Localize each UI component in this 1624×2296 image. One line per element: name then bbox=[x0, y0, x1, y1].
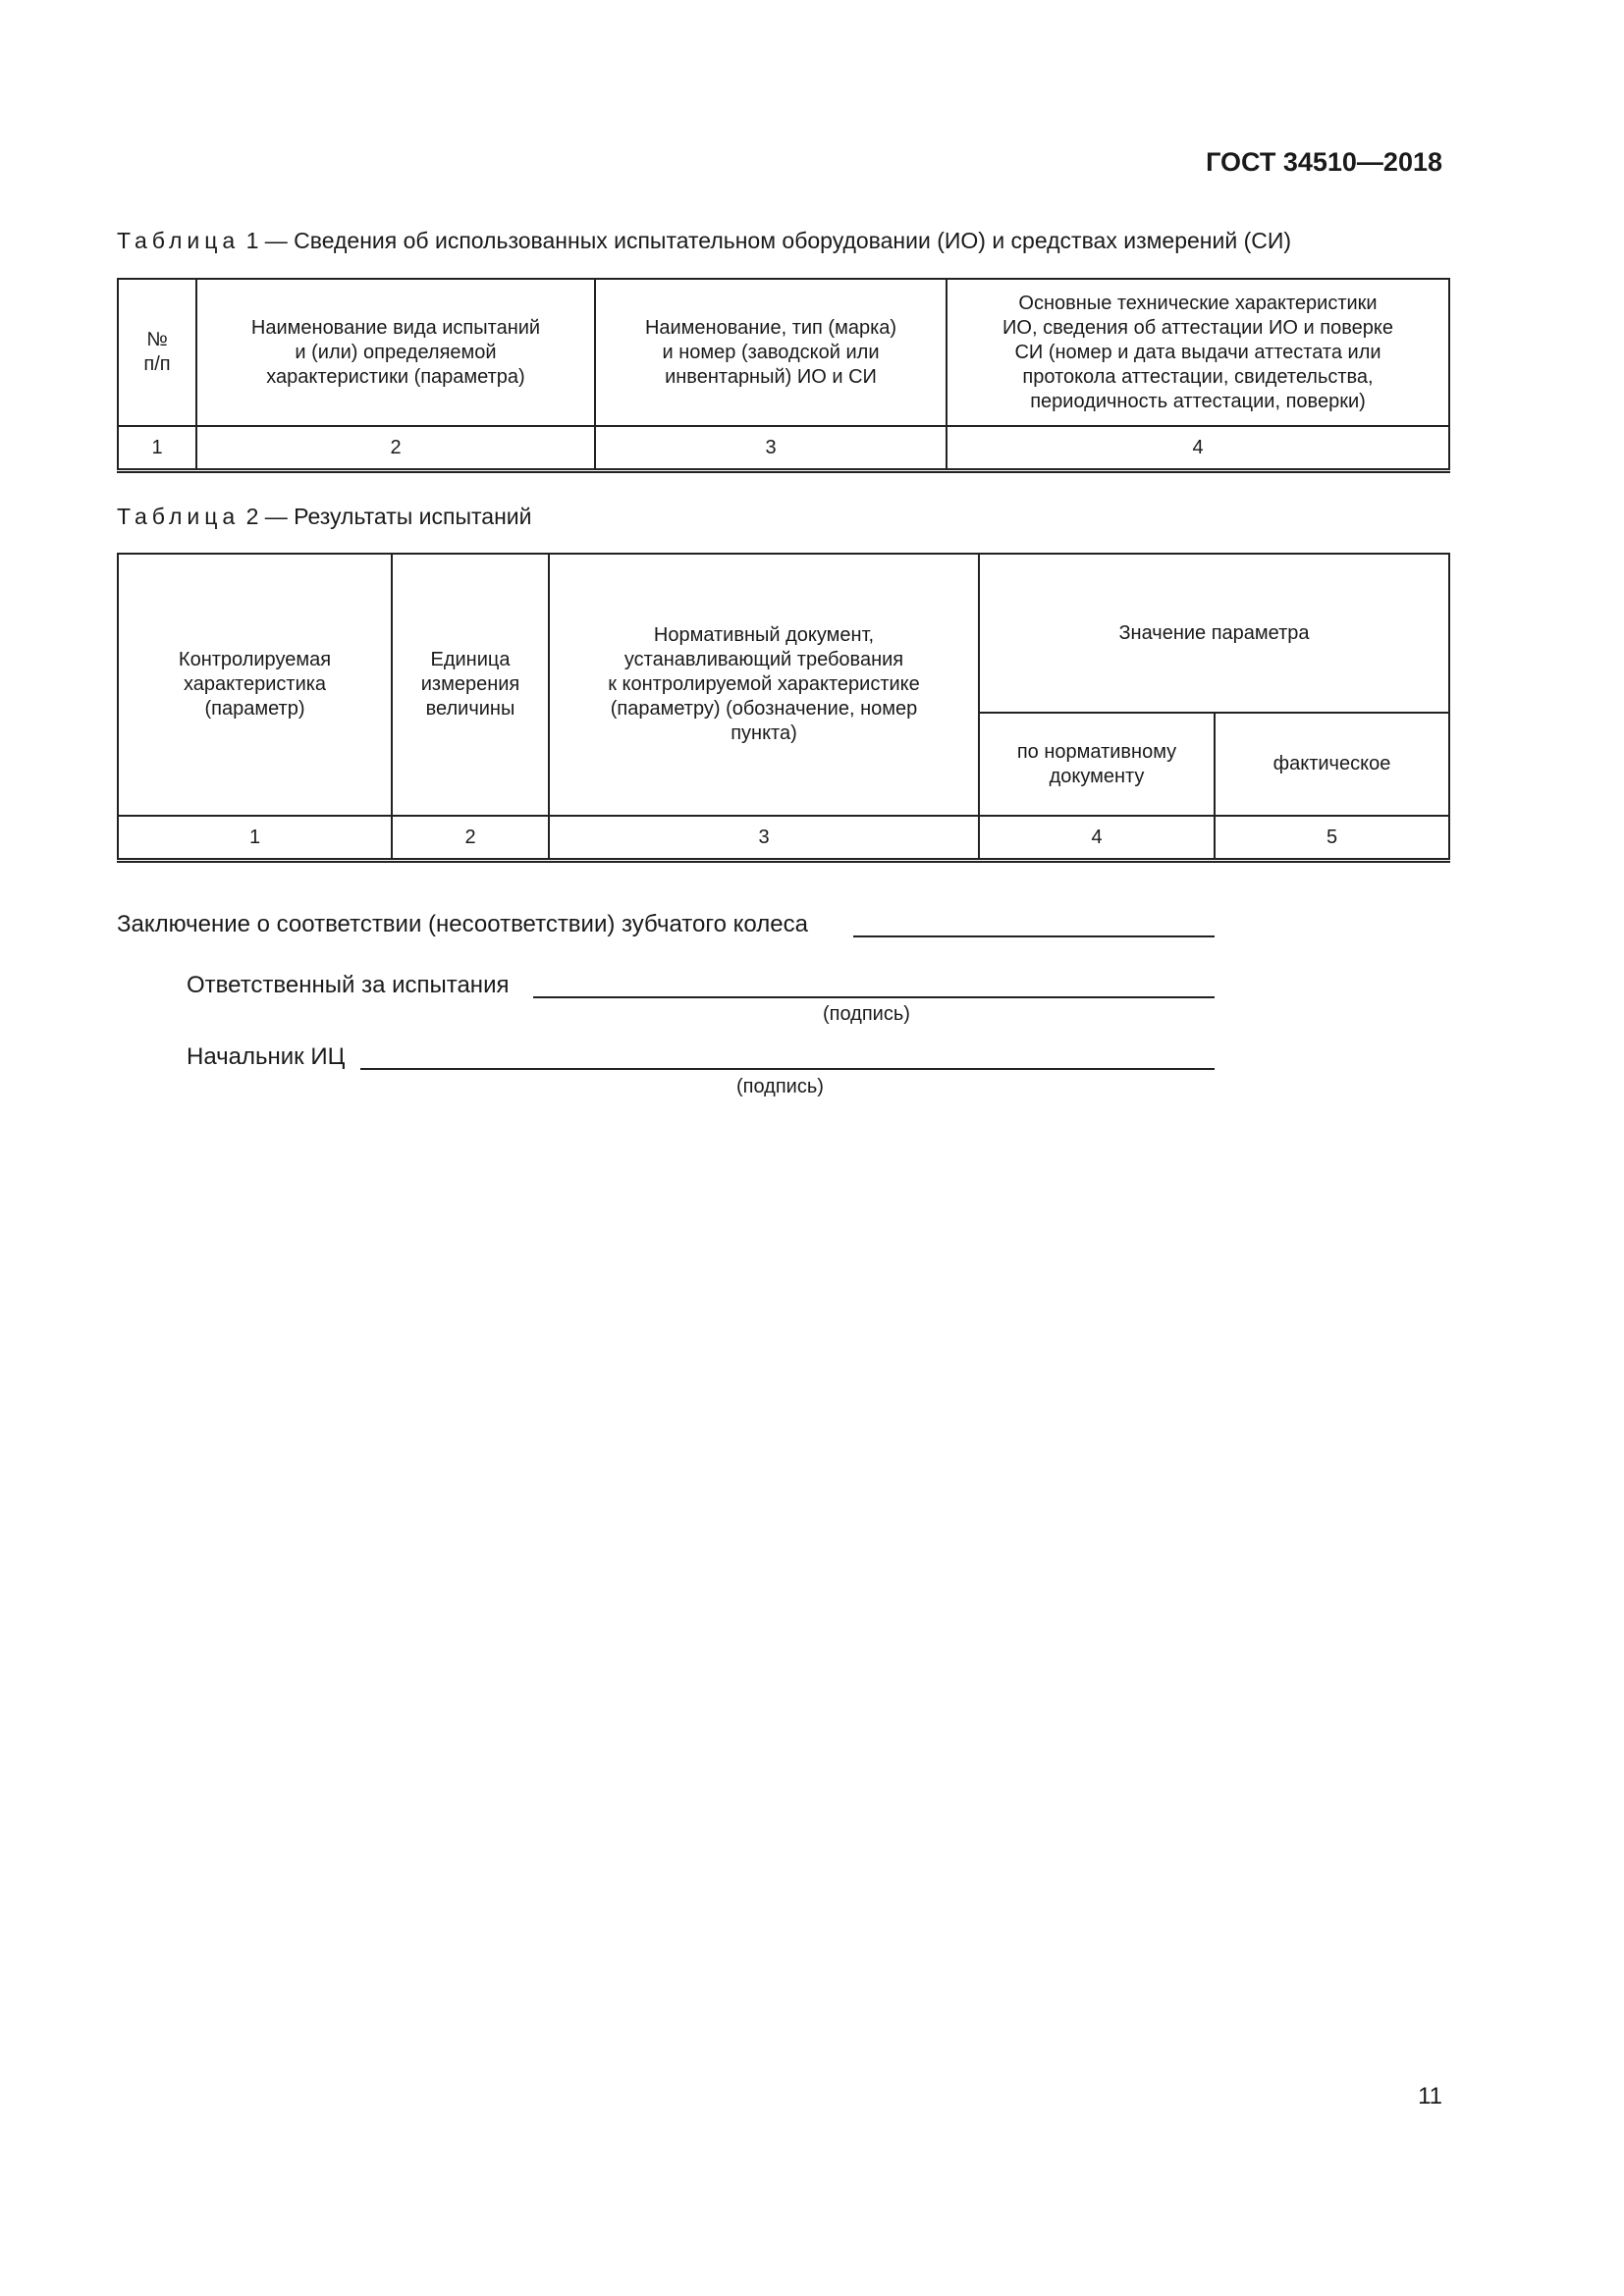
table2-header-cell: Единица измерения величины bbox=[392, 554, 549, 816]
document-id: ГОСТ 34510—2018 bbox=[1206, 147, 1442, 177]
table1-header-cell: Наименование, тип (марка) и номер (заводской или инвентарный) ИО и СИ bbox=[595, 279, 947, 426]
table2-caption-text: 2 — Результаты испытаний bbox=[240, 504, 532, 529]
table2-subheader-cell: фактическое bbox=[1215, 713, 1449, 816]
table2-number-cell: 2 bbox=[392, 816, 549, 861]
table2-subheader-cell: по нормативному документу bbox=[979, 713, 1215, 816]
equipment-table bbox=[117, 278, 1450, 473]
table2-header-cell: Значение параметра bbox=[979, 554, 1449, 713]
table1-header-row bbox=[118, 279, 1449, 426]
table2-header-cell: Контролируемая характеристика (параметр) bbox=[118, 554, 392, 816]
conclusion-label: Заключение о соответствии (несоответствии) зубчатого колеса bbox=[117, 911, 808, 937]
table1-number-cell: 2 bbox=[196, 426, 595, 471]
responsible-signature-line[interactable] bbox=[533, 996, 1215, 998]
table2-number-cell: 3 bbox=[549, 816, 979, 861]
table1-caption-text: 1 — Сведения об использованных испытательном оборудовании (ИО) и средствах измерений (СИ) bbox=[240, 228, 1292, 253]
page-number: 11 bbox=[1418, 2083, 1442, 2109]
signature-caption: (подпись) bbox=[736, 1076, 824, 1097]
table1-caption-label: Таблица bbox=[117, 228, 241, 253]
table1-number-cell: 1 bbox=[118, 426, 196, 471]
table2-header-row bbox=[118, 554, 1449, 713]
table2-number-cell: 4 bbox=[979, 816, 1215, 861]
chief-label: Начальник ИЦ bbox=[187, 1043, 346, 1070]
table1-number-cell: 3 bbox=[595, 426, 947, 471]
table1-header-cell: № п/п bbox=[118, 279, 196, 426]
table1-caption bbox=[117, 228, 1291, 254]
table1-number-cell: 4 bbox=[947, 426, 1449, 471]
signature-caption: (подпись) bbox=[823, 1003, 910, 1025]
table2-number-row bbox=[118, 816, 1449, 861]
table2-number-cell: 1 bbox=[118, 816, 392, 861]
conclusion-fill-line[interactable] bbox=[853, 935, 1215, 937]
table2-caption-label: Таблица bbox=[117, 504, 241, 529]
table2-number-cell: 5 bbox=[1215, 816, 1449, 861]
responsible-label: Ответственный за испытания bbox=[187, 972, 510, 998]
chief-signature-line[interactable] bbox=[360, 1068, 1215, 1070]
table2-caption bbox=[117, 504, 531, 530]
table1-header-cell: Наименование вида испытаний и (или) определяемой характеристики (параметра) bbox=[196, 279, 595, 426]
table1-number-row bbox=[118, 426, 1449, 471]
table1-header-cell: Основные технические характеристики ИО, сведения об аттестации ИО и поверке СИ (номер и дата выдачи аттестата или протокола аттестации, свидетельства, периодичность аттестации, поверки) bbox=[947, 279, 1449, 426]
results-table bbox=[117, 553, 1450, 863]
table2-header-cell: Нормативный документ, устанавливающий требования к контролируемой характеристике (параметру) (обозначение, номер пункта) bbox=[549, 554, 979, 816]
